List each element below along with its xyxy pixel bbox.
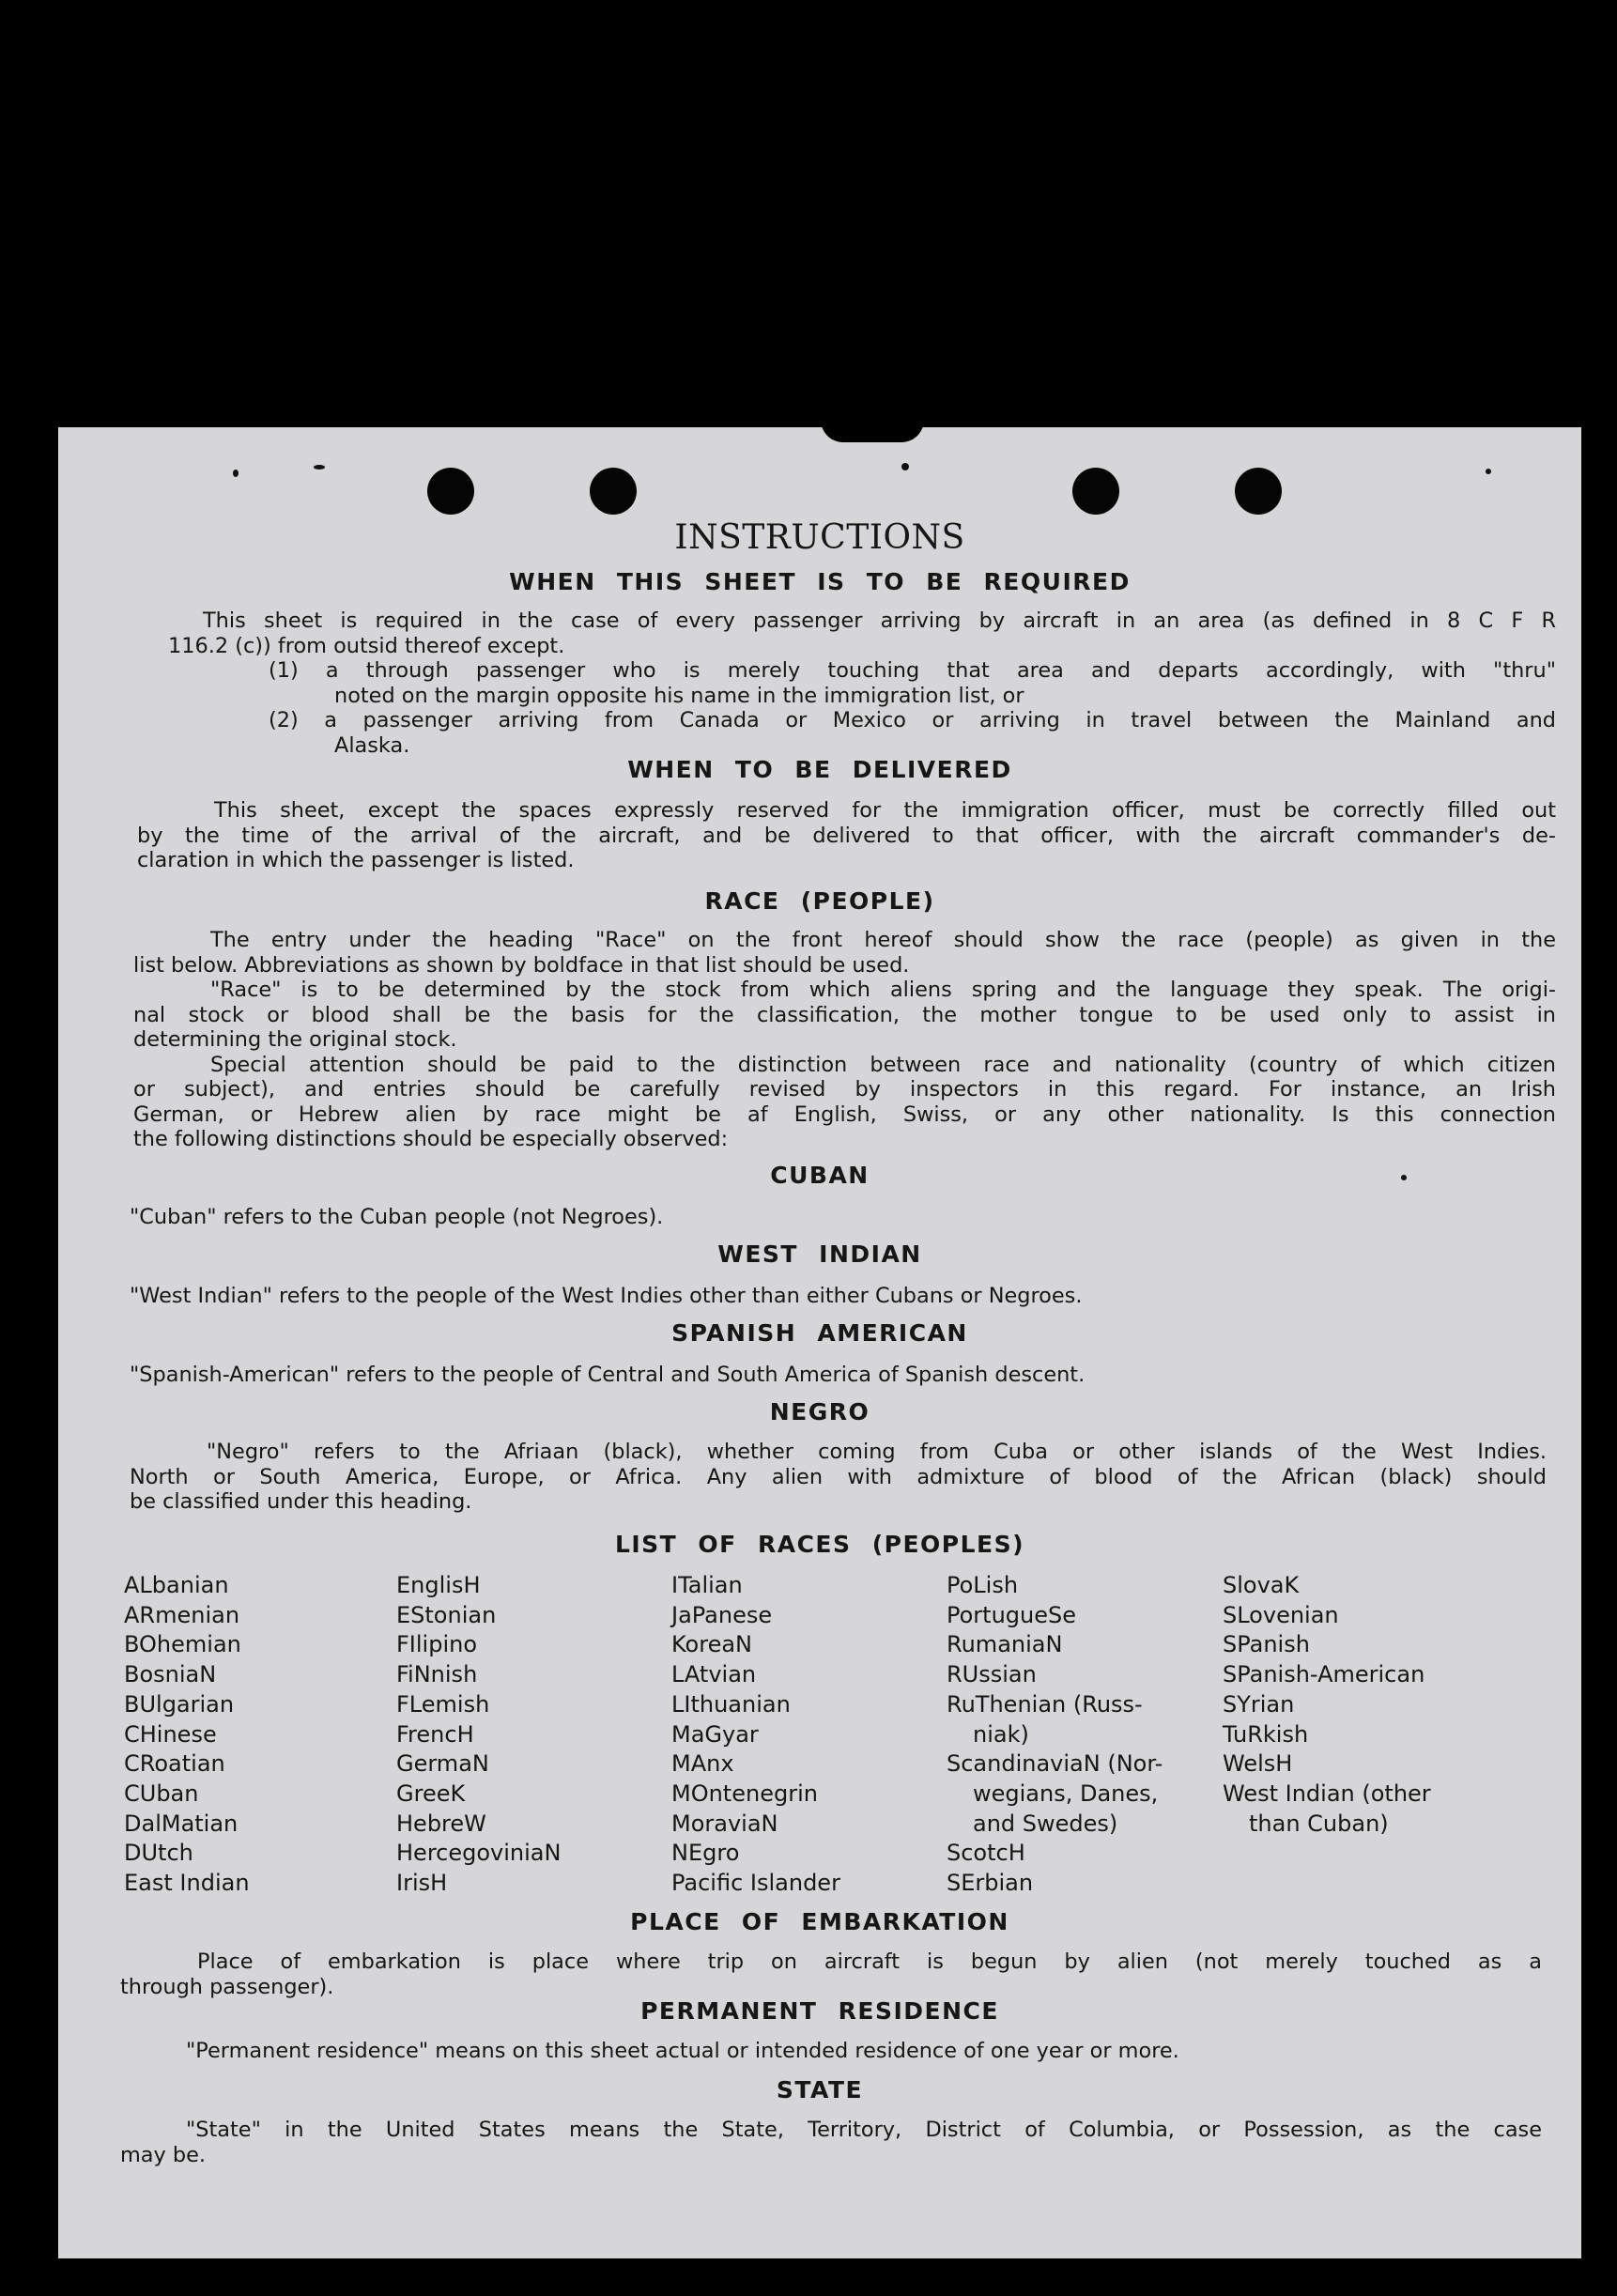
text-line: "Negro" refers to the Afriaan (black), whether coming from Cuba or other islands of the West Indies. bbox=[207, 1440, 1547, 1464]
race-item: RuThenian (Russ- bbox=[947, 1690, 1143, 1718]
race-item: MAnx bbox=[671, 1750, 734, 1778]
exception-2 bbox=[269, 708, 1556, 758]
race-item: FIlipino bbox=[396, 1631, 478, 1658]
sheet-notch bbox=[821, 420, 924, 442]
race-item: Pacific Islander bbox=[671, 1870, 840, 1897]
speck bbox=[901, 463, 909, 470]
heading-cuban: CUBAN bbox=[770, 1162, 870, 1189]
race-item: FrencH bbox=[396, 1720, 474, 1748]
text-line: "Race" is to be determined by the stock from which aliens spring and the language they speak. The origi- bbox=[210, 978, 1556, 1002]
race-item: BUlgarian bbox=[124, 1690, 235, 1718]
race-item: GreeK bbox=[396, 1780, 466, 1807]
race-item: KoreaN bbox=[671, 1631, 752, 1658]
race-item: East Indian bbox=[124, 1870, 250, 1897]
race-item-continuation: wegians, Danes, bbox=[973, 1780, 1159, 1807]
race-item: PoLish bbox=[947, 1572, 1019, 1598]
text-residence: "Permanent residence" means on this sheet actual or intended residence of one year or more. bbox=[186, 2039, 1179, 2063]
heading-residence: PERMANENT RESIDENCE bbox=[640, 1997, 999, 2025]
race-item: IrisH bbox=[396, 1870, 448, 1897]
race-item: MoraviaN bbox=[671, 1810, 778, 1837]
race-item: SPanish-American bbox=[1223, 1661, 1425, 1688]
race-item: ScotcH bbox=[947, 1840, 1025, 1867]
punch-hole bbox=[1072, 468, 1119, 515]
paragraph-race bbox=[133, 928, 1556, 1152]
heading-when-required: WHEN THIS SHEET IS TO BE REQUIRED bbox=[509, 568, 1131, 595]
race-item: LAtvian bbox=[671, 1661, 757, 1688]
heading-list-of-races: LIST OF RACES (PEOPLES) bbox=[614, 1531, 1025, 1558]
race-item-continuation: and Swedes) bbox=[973, 1810, 1118, 1837]
race-item: West Indian (other bbox=[1223, 1780, 1431, 1807]
race-item: DalMatian bbox=[124, 1810, 239, 1837]
race-item: RUssian bbox=[947, 1661, 1037, 1688]
race-item: SlovaK bbox=[1223, 1572, 1300, 1598]
races-column-4 bbox=[947, 1571, 1163, 1899]
text-line: The entry under the heading "Race" on the front hereof should show the race (people) as given in the bbox=[210, 928, 1556, 952]
race-item: PortugueSe bbox=[947, 1601, 1076, 1628]
race-item: TuRkish bbox=[1223, 1720, 1309, 1748]
heading-when-delivered: WHEN TO BE DELIVERED bbox=[627, 756, 1012, 783]
race-item: ALbanian bbox=[124, 1572, 229, 1598]
races-column-2 bbox=[396, 1571, 561, 1899]
race-item: SErbian bbox=[947, 1870, 1034, 1897]
heading-state: STATE bbox=[776, 2076, 864, 2103]
text-line: North or South America, Europe, or Africa. Any alien with admixture of blood of the African (black) should bbox=[130, 1464, 1547, 1489]
race-item-continuation: niak) bbox=[973, 1720, 1029, 1748]
heading-race: RACE (PEOPLE) bbox=[704, 887, 935, 915]
text-line: (2) a passenger arriving from Canada or Mexico or arriving in travel between the Mainland and bbox=[269, 708, 1556, 732]
race-item: CUban bbox=[124, 1780, 199, 1807]
text-line: Alaska. bbox=[334, 732, 410, 758]
race-item: MOntenegrin bbox=[671, 1780, 818, 1807]
speck bbox=[314, 465, 325, 470]
text-line: be classified under this heading. bbox=[130, 1489, 472, 1514]
text-line: This sheet, except the spaces expressly reserved for the immigration officer, must be correctly filled out bbox=[214, 798, 1556, 823]
race-item: ITalian bbox=[671, 1572, 743, 1598]
document-sheet bbox=[58, 427, 1581, 2258]
text-line: determining the original stock. bbox=[133, 1027, 457, 1052]
text-line: Special attention should be paid to the distinction between race and nationality (country of which citizen bbox=[210, 1052, 1556, 1077]
race-item: WelsH bbox=[1223, 1750, 1293, 1778]
text-line: list below. Abbreviations as shown by boldface in that list should be used. bbox=[133, 952, 910, 978]
text-line: may be. bbox=[120, 2142, 207, 2167]
heading-negro: NEGRO bbox=[769, 1398, 870, 1425]
text-spanish-american: "Spanish-American" refers to the people of Central and South America of Spanish descent. bbox=[130, 1363, 1086, 1387]
race-item: FiNnish bbox=[396, 1661, 478, 1688]
text-west-indian: "West Indian" refers to the people of the West Indies other than either Cubans or Negroes. bbox=[130, 1284, 1083, 1308]
race-item: SPanish bbox=[1223, 1631, 1310, 1658]
paragraph-when-delivered bbox=[137, 798, 1556, 873]
race-item: SYrian bbox=[1223, 1690, 1295, 1718]
text-line: This sheet is required in the case of every passenger arriving by aircraft in an area (as defined in 8 C F R bbox=[203, 609, 1556, 633]
text-line: (1) a through passenger who is merely touching that area and departs accordingly, with "thru" bbox=[269, 658, 1556, 683]
text-line: "State" in the United States means the State, Territory, District of Columbia, or Possession, as the case bbox=[186, 2118, 1542, 2142]
race-item: HercegoviniaN bbox=[396, 1840, 562, 1867]
text-cuban: "Cuban" refers to the Cuban people (not Negroes). bbox=[130, 1205, 664, 1229]
paragraph-state bbox=[120, 2118, 1542, 2167]
text-line: by the time of the arrival of the aircraft, and be delivered to that officer, with the aircraft commander's de- bbox=[137, 823, 1556, 848]
heading-embarkation: PLACE OF EMBARKATION bbox=[630, 1908, 1009, 1935]
text-line: through passenger). bbox=[120, 1974, 334, 1999]
text-line: or subject), and entries should be carefully revised by inspectors in this regard. For instance, an Irish bbox=[133, 1077, 1556, 1102]
race-item: EnglisH bbox=[396, 1572, 481, 1598]
race-item: BOhemian bbox=[124, 1631, 241, 1658]
text-line: 116.2 (c)) from outsid thereof except. bbox=[168, 633, 565, 658]
race-item: GermaN bbox=[396, 1750, 489, 1778]
races-column-3 bbox=[671, 1571, 840, 1899]
race-item-continuation: than Cuban) bbox=[1249, 1810, 1389, 1837]
punch-hole bbox=[1235, 468, 1282, 515]
page-title: INSTRUCTIONS bbox=[674, 518, 965, 557]
paragraph-embarkation bbox=[120, 1949, 1542, 1999]
race-item: CRoatian bbox=[124, 1750, 225, 1778]
race-item: MaGyar bbox=[671, 1720, 759, 1748]
paragraph-when-required-1 bbox=[168, 609, 1556, 658]
text-line: nal stock or blood shall be the basis for the classification, the mother tongue to be used only to assist in bbox=[133, 1002, 1556, 1027]
race-item: LIthuanian bbox=[671, 1690, 791, 1718]
race-item: BosniaN bbox=[124, 1661, 217, 1688]
races-column-1 bbox=[124, 1571, 250, 1899]
race-item: FLemish bbox=[396, 1690, 490, 1718]
text-line: noted on the margin opposite his name in the immigration list, or bbox=[334, 683, 1024, 708]
race-item: SLovenian bbox=[1223, 1601, 1339, 1628]
speck bbox=[1486, 469, 1491, 474]
punch-hole bbox=[590, 468, 637, 515]
races-column-5 bbox=[1223, 1571, 1431, 1839]
race-item: RumaniaN bbox=[947, 1631, 1063, 1658]
race-item: EStonian bbox=[396, 1601, 497, 1628]
text-line: Place of embarkation is place where trip on aircraft is begun by alien (not merely touched as a bbox=[197, 1949, 1542, 1974]
exception-1 bbox=[269, 658, 1556, 708]
text-line: claration in which the passenger is listed. bbox=[137, 848, 575, 872]
heading-spanish-american: SPANISH AMERICAN bbox=[671, 1319, 968, 1347]
race-item: HebreW bbox=[396, 1810, 486, 1837]
paragraph-negro bbox=[130, 1440, 1547, 1515]
race-item: ARmenian bbox=[124, 1601, 240, 1628]
race-item: DUtch bbox=[124, 1840, 193, 1867]
text-line: the following distinctions should be especially observed: bbox=[133, 1127, 729, 1151]
race-item: ScandinaviaN (Nor- bbox=[947, 1750, 1163, 1778]
speck bbox=[233, 470, 239, 477]
punch-hole bbox=[427, 468, 474, 515]
text-line: German, or Hebrew alien by race might be af English, Swiss, or any other nationality. Is this connection bbox=[133, 1102, 1556, 1127]
race-item: NEgro bbox=[671, 1840, 740, 1867]
heading-west-indian: WEST INDIAN bbox=[717, 1240, 922, 1268]
race-item: JaPanese bbox=[671, 1601, 773, 1628]
race-item: CHinese bbox=[124, 1720, 217, 1748]
